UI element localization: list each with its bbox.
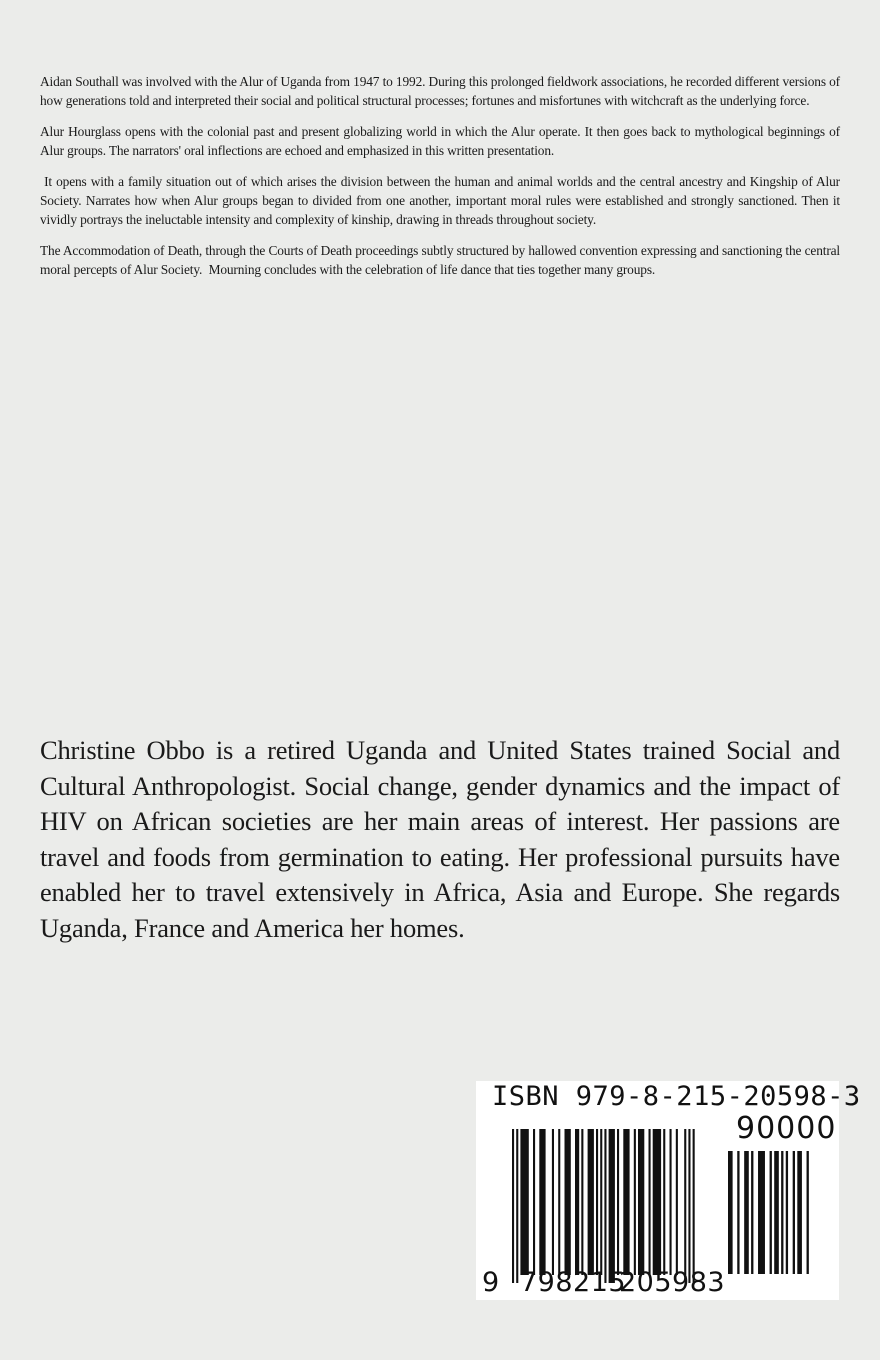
barcode-bar	[770, 1151, 772, 1274]
barcode-right-digits: 205983	[619, 1267, 726, 1298]
barcode-bar	[520, 1129, 528, 1275]
barcode-bar	[638, 1129, 644, 1275]
barcode-bar	[797, 1151, 802, 1274]
author-bio: Christine Obbo is a retired Uganda and United States trained Social and Cultural Anthropologist. Social change, gender dynamics and the impact of HIV on African societies are her main areas of interest. Her passions are travel and foods from germination to eating. Her professional pursuits have enabled her to travel extensively in Africa, Asia and Europe. She regards Uganda, France and America her homes.	[40, 735, 840, 943]
barcode-addon-digits: 90000	[736, 1111, 837, 1146]
barcode-bar	[751, 1151, 753, 1274]
isbn-barcode	[476, 1081, 861, 1300]
barcode-bar	[774, 1151, 779, 1274]
barcode-bar	[693, 1129, 695, 1283]
barcode-bar	[600, 1129, 602, 1275]
barcode-bar	[512, 1129, 514, 1283]
blurb-paragraph: Aidan Southall was involved with the Alur of Uganda from 1947 to 1992. During this prolonged fieldwork associations, he recorded different versions of how generations told and interpreted their social and political structural processes; fortunes and misfortunes with witchcraft as the underlying force.	[40, 74, 840, 108]
barcode-bar	[744, 1151, 749, 1274]
barcode-bar	[604, 1129, 606, 1283]
barcode-bar	[558, 1129, 560, 1275]
blurb-paragraph: The Accommodation of Death, through the Courts of Death proceedings subtly structured by hallowed convention expressing and sanctioning the central moral percepts of Alur Society. Mourning concludes with the celebration of life dance that ties together many groups.	[40, 243, 840, 277]
barcode-bar	[728, 1151, 733, 1274]
back-cover-blurb	[40, 72, 840, 291]
barcode-bar	[670, 1129, 672, 1275]
barcode-left-digits: 798215	[520, 1267, 627, 1298]
barcode-bar	[581, 1129, 583, 1275]
barcode-bar	[786, 1151, 788, 1274]
barcode-bar	[653, 1129, 661, 1275]
barcode-bar	[781, 1151, 783, 1274]
barcode-bar	[663, 1129, 665, 1275]
barcode-bar	[539, 1129, 545, 1275]
barcode-bar	[617, 1129, 619, 1275]
barcode-bar	[565, 1129, 571, 1275]
barcode-first-digit: 9	[482, 1267, 500, 1298]
isbn-label: ISBN 979-8-215-20598-3	[492, 1081, 861, 1112]
barcode-bar	[609, 1129, 615, 1283]
barcode-bar	[684, 1129, 686, 1275]
barcode-bar	[758, 1151, 765, 1274]
barcode-bar	[623, 1129, 629, 1275]
barcode-bar	[575, 1129, 579, 1275]
barcode-bar	[676, 1129, 678, 1275]
blurb-paragraph: Alur Hourglass opens with the colonial past and present globalizing world in which the Alur operate. It then goes back to mythological beginnings of Alur groups. The narrators' oral inflections are echoed and emphasized in this written presentation.	[40, 124, 840, 158]
barcode-bar	[552, 1129, 554, 1275]
barcode-bar	[688, 1129, 690, 1283]
barcode-bar	[634, 1129, 636, 1275]
barcode-bar	[737, 1151, 739, 1274]
barcode-bar	[533, 1129, 535, 1275]
barcode-bar	[596, 1129, 598, 1275]
barcode-bar	[793, 1151, 795, 1274]
barcode-bar	[807, 1151, 809, 1274]
blurb-paragraph: It opens with a family situation out of which arises the division between the human and animal worlds and the central ancestry and Kingship of Alur Society. Narrates how when Alur groups began to divided from one another, important moral rules were established and strongly sanctioned. Then it vividly portrays the ineluctable intensity and complexity of kinship, drawing in threads throughout society.	[40, 174, 840, 227]
barcode-bar	[649, 1129, 651, 1275]
barcode-bar	[516, 1129, 518, 1283]
barcode-bar	[588, 1129, 594, 1275]
